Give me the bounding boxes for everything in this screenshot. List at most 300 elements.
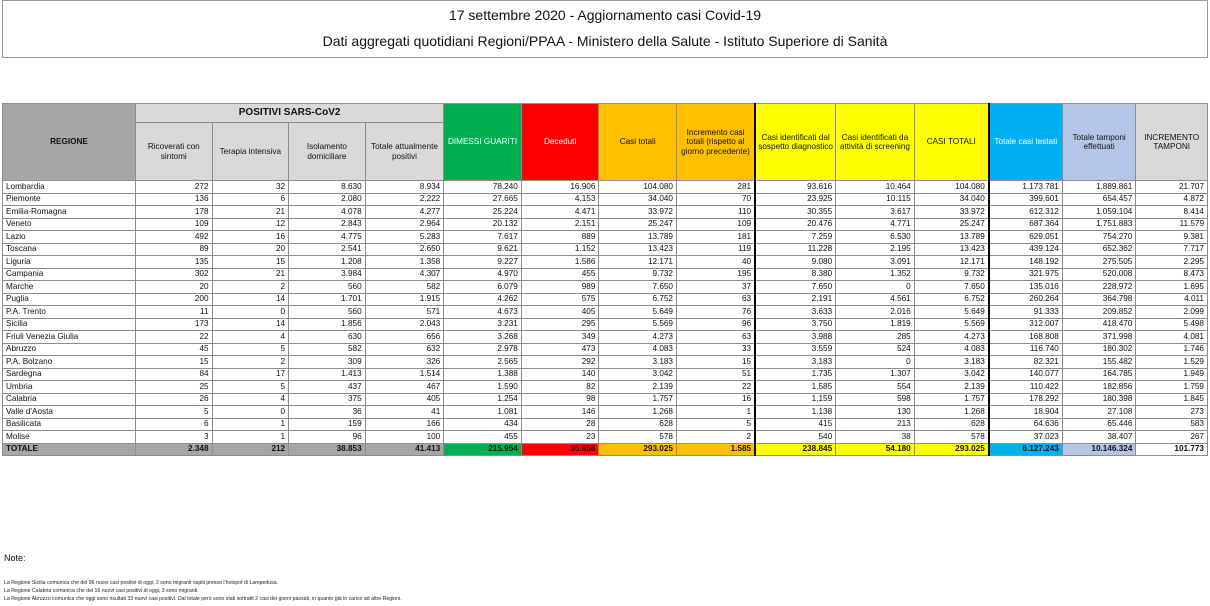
table-row [3,193,1208,206]
cell-casi-sospetto: 8.380 [755,268,836,281]
cell-casi-sospetto: 93.616 [755,181,836,194]
cell-regione: Emilia-Romagna [3,206,136,219]
cell-isolamento: 582 [289,343,366,356]
cell-isolamento: 2.843 [289,218,366,231]
cell-ricoverati: 173 [135,318,212,331]
table-row [3,181,1208,194]
cell-dimessi-guariti: 4.673 [444,306,522,319]
cell-totale-positivi: 5.283 [365,231,444,244]
note-line: La Regione Sicilia comunica che dei 96 nuovi casi positivi di oggi, 2 sono migranti ospiti presso l'hotspot di Lampedusa. [4,580,279,586]
cell-totale-positivi: 2.650 [365,243,444,256]
cell-incremento-tamponi: 583 [1136,418,1208,431]
cell-deceduti: 28 [521,418,599,431]
cell-isolamento: 159 [289,418,366,431]
cell-dimessi-guariti: 6.079 [444,281,522,294]
cell-regione: Lombardia [3,181,136,194]
cell-incremento-casi: 5 [676,418,755,431]
col-header-casi-totali-2: CASI TOTALI [914,104,989,181]
cell-casi-sospetto: 9.080 [755,256,836,269]
cell-terapia-intensiva: 17 [212,368,289,381]
cell-regione: Sicilia [3,318,136,331]
cell-deceduti: 295 [521,318,599,331]
cell-incremento-tamponi: 1.845 [1136,393,1208,406]
cell-casi-sospetto: 2.191 [755,293,836,306]
cell-dimessi-guariti: 434 [444,418,522,431]
cell-casi-sospetto: 3.559 [755,343,836,356]
cell-casi-testati: 312.007 [989,318,1063,331]
cell-casi-testati: 135.016 [989,281,1063,294]
cell-regione: Basilicata [3,418,136,431]
cell-regione: Veneto [3,218,136,231]
cell-tamponi: 155.482 [1062,356,1136,369]
cell-incremento-tamponi: 8.473 [1136,268,1208,281]
col-header-totale-tamponi: Totale tamponi effettuati [1062,104,1136,181]
cell-deceduti: 575 [521,293,599,306]
cell-totale-positivi: 1.358 [365,256,444,269]
cell-incremento-casi: 37 [676,281,755,294]
col-header-dimessi-guariti: DIMESSI GUARITI [444,104,522,181]
cell-terapia-intensiva: 20 [212,243,289,256]
cell-casi-testati: 439.124 [989,243,1063,256]
table-row [3,393,1208,406]
cell-terapia-intensiva: 5 [212,381,289,394]
cell-casi-screening: 2.195 [836,243,915,256]
cell-casi-totali: 33.972 [599,206,677,219]
cell-isolamento: 560 [289,281,366,294]
cell-casi-totali: 5.569 [599,318,677,331]
col-header-terapia-intensiva: Terapia intensiva [212,123,289,181]
cell-casi-totali-2: 13.789 [914,231,989,244]
table-row [3,281,1208,294]
cell-isolamento: 96 [289,431,366,444]
table-row [3,293,1208,306]
cell-ricoverati: 178 [135,206,212,219]
cell-isolamento: 2.080 [289,193,366,206]
cell-casi-totali: 104.080 [599,181,677,194]
cell-casi-totali: 1.268 [599,406,677,419]
cell-dimessi-guariti: 78.240 [444,181,522,194]
cell-deceduti: 140 [521,368,599,381]
cell-totale-positivi: 2.043 [365,318,444,331]
cell-casi-totali: 1.757 [599,393,677,406]
cell-incremento-tamponi: 8.414 [1136,206,1208,219]
cell-incremento-tamponi: 4.081 [1136,331,1208,344]
cell-terapia-intensiva: 6 [212,193,289,206]
cell-regione: Umbria [3,381,136,394]
cell-casi-screening: 130 [836,406,915,419]
cell-casi-screening: 524 [836,343,915,356]
cell-totale-positivi: 632 [365,343,444,356]
cell-casi-totali: 34.040 [599,193,677,206]
cell-dimessi-guariti: 1.388 [444,368,522,381]
cell-casi-testati: 321.975 [989,268,1063,281]
cell-dimessi-guariti: 1.254 [444,393,522,406]
cell-dimessi-guariti: 4.970 [444,268,522,281]
table-row [3,206,1208,219]
total-cell-casi-totali: 293.025 [599,443,677,456]
col-header-deceduti: Deceduti [521,104,599,181]
cell-isolamento: 630 [289,331,366,344]
col-header-totale-positivi: Totale attualmente positivi [365,123,444,181]
cell-tamponi: 418.470 [1062,318,1136,331]
cell-terapia-intensiva: 32 [212,181,289,194]
cell-incremento-tamponi: 1.695 [1136,281,1208,294]
cell-isolamento: 4.775 [289,231,366,244]
cell-casi-sospetto: 20.476 [755,218,836,231]
cell-casi-screening: 554 [836,381,915,394]
cell-incremento-casi: 63 [676,293,755,306]
cell-casi-testati: 260.264 [989,293,1063,306]
cell-casi-testati: 64.636 [989,418,1063,431]
cell-dimessi-guariti: 9.621 [444,243,522,256]
cell-isolamento: 4.078 [289,206,366,219]
cell-ricoverati: 5 [135,406,212,419]
cell-deceduti: 82 [521,381,599,394]
cell-tamponi: 1.889.861 [1062,181,1136,194]
cell-isolamento: 8.630 [289,181,366,194]
cell-casi-screening: 3.091 [836,256,915,269]
cell-totale-positivi: 571 [365,306,444,319]
cell-tamponi: 520.008 [1062,268,1136,281]
cell-regione: Calabria [3,393,136,406]
cell-casi-screening: 0 [836,356,915,369]
cell-totale-positivi: 166 [365,418,444,431]
cell-casi-sospetto: 415 [755,418,836,431]
cell-totale-positivi: 326 [365,356,444,369]
cell-regione: Abruzzo [3,343,136,356]
cell-deceduti: 405 [521,306,599,319]
cell-casi-testati: 178.292 [989,393,1063,406]
cell-terapia-intensiva: 12 [212,218,289,231]
cell-casi-screening: 6.530 [836,231,915,244]
cell-regione: P.A. Bolzano [3,356,136,369]
cell-incremento-casi: 22 [676,381,755,394]
cell-casi-totali-2: 12.171 [914,256,989,269]
cell-casi-screening: 0 [836,281,915,294]
total-cell-casi-screening: 54.180 [836,443,915,456]
cell-casi-testati: 612.312 [989,206,1063,219]
cell-terapia-intensiva: 21 [212,206,289,219]
cell-casi-totali: 578 [599,431,677,444]
cell-terapia-intensiva: 21 [212,268,289,281]
cell-ricoverati: 109 [135,218,212,231]
cell-isolamento: 375 [289,393,366,406]
table-row [3,343,1208,356]
col-header-incremento-casi: Incremento casi totali (rispetto al giorno precedente) [676,104,755,181]
cell-totale-positivi: 2.222 [365,193,444,206]
cell-dimessi-guariti: 2.565 [444,356,522,369]
cell-ricoverati: 200 [135,293,212,306]
total-cell-deceduti: 35.658 [521,443,599,456]
cell-casi-screening: 4.771 [836,218,915,231]
total-cell-totale-positivi: 41.413 [365,443,444,456]
cell-ricoverati: 272 [135,181,212,194]
cell-ricoverati: 45 [135,343,212,356]
cell-terapia-intensiva: 4 [212,393,289,406]
cell-terapia-intensiva: 1 [212,418,289,431]
cell-ricoverati: 26 [135,393,212,406]
cell-tamponi: 371.998 [1062,331,1136,344]
total-cell-casi-testati: 6.127.243 [989,443,1063,456]
cell-ricoverati: 15 [135,356,212,369]
group-header-positivi: POSITIVI SARS-CoV2 [135,104,443,123]
table-body [3,181,1208,456]
cell-dimessi-guariti: 4.262 [444,293,522,306]
cell-casi-totali-2: 3.042 [914,368,989,381]
cell-deceduti: 455 [521,268,599,281]
cell-deceduti: 4.471 [521,206,599,219]
cell-deceduti: 23 [521,431,599,444]
cell-casi-testati: 82.321 [989,356,1063,369]
cell-casi-screening: 4.561 [836,293,915,306]
cell-incremento-casi: 109 [676,218,755,231]
note-line: La Regione Abruzzo comunica che oggi sono risultati 33 nuovi casi positivi. Dal totale però sono stati sottratti 2 casi dei giorni passati, in quanto già in carico ad altre Regioni. [4,596,402,602]
cell-terapia-intensiva: 2 [212,281,289,294]
cell-casi-totali-2: 5.649 [914,306,989,319]
cell-incremento-casi: 119 [676,243,755,256]
cell-deceduti: 1.152 [521,243,599,256]
table-row [3,406,1208,419]
cell-casi-totali: 5.649 [599,306,677,319]
note-line: La Regione Calabria comunica che dei 16 nuovi casi positivi di oggi, 3 sono migranti. [4,588,199,594]
cell-incremento-casi: 96 [676,318,755,331]
cell-casi-testati: 116.740 [989,343,1063,356]
cell-regione: Friuli Venezia Giulia [3,331,136,344]
cell-terapia-intensiva: 0 [212,306,289,319]
table-row [3,218,1208,231]
total-cell-ricoverati: 2.348 [135,443,212,456]
cell-casi-totali-2: 5.569 [914,318,989,331]
cell-casi-sospetto: 7.650 [755,281,836,294]
cell-casi-totali-2: 33.972 [914,206,989,219]
cell-isolamento: 2.541 [289,243,366,256]
cell-incremento-casi: 1 [676,406,755,419]
cell-tamponi: 182.856 [1062,381,1136,394]
cell-isolamento: 560 [289,306,366,319]
cell-casi-totali-2: 4.273 [914,331,989,344]
cell-casi-testati: 140.077 [989,368,1063,381]
cell-casi-totali: 13.423 [599,243,677,256]
cell-incremento-casi: 2 [676,431,755,444]
cell-incremento-casi: 110 [676,206,755,219]
cell-incremento-tamponi: 21.707 [1136,181,1208,194]
cell-totale-positivi: 4.277 [365,206,444,219]
cell-dimessi-guariti: 3.268 [444,331,522,344]
cell-regione: Sardegna [3,368,136,381]
notes-section [4,553,1204,603]
cell-dimessi-guariti: 2.978 [444,343,522,356]
cell-incremento-tamponi: 2.099 [1136,306,1208,319]
col-header-isolamento: Isolamento domiciliare [289,123,366,181]
cell-incremento-tamponi: 4.011 [1136,293,1208,306]
cell-terapia-intensiva: 2 [212,356,289,369]
cell-regione: Marche [3,281,136,294]
cell-casi-testati: 110.422 [989,381,1063,394]
cell-casi-sospetto: 1.585 [755,381,836,394]
cell-deceduti: 146 [521,406,599,419]
cell-dimessi-guariti: 9.227 [444,256,522,269]
total-cell-isolamento: 38.853 [289,443,366,456]
cell-tamponi: 754.270 [1062,231,1136,244]
cell-ricoverati: 492 [135,231,212,244]
table-row [3,306,1208,319]
total-row [3,443,1208,456]
cell-regione: Piemonte [3,193,136,206]
total-cell-regione: TOTALE [3,443,136,456]
cell-casi-totali-2: 1.268 [914,406,989,419]
cell-totale-positivi: 2.964 [365,218,444,231]
cell-casi-screening: 598 [836,393,915,406]
cell-casi-totali-2: 6.752 [914,293,989,306]
report-title-box [2,0,1208,58]
total-cell-terapia-intensiva: 212 [212,443,289,456]
report-subtitle: Dati aggregati quotidiani Regioni/PPAA - Ministero della Salute - Istituto Superiore di Sanità [322,33,888,49]
cell-casi-totali-2: 2.139 [914,381,989,394]
cell-incremento-tamponi: 4.872 [1136,193,1208,206]
cell-terapia-intensiva: 4 [212,331,289,344]
col-header-casi-sospetto-diagnostico: Casi identificati dal sospetto diagnostico [755,104,836,181]
cell-dimessi-guariti: 27.665 [444,193,522,206]
cell-tamponi: 180.398 [1062,393,1136,406]
cell-casi-sospetto: 3.750 [755,318,836,331]
cell-incremento-tamponi: 11.579 [1136,218,1208,231]
col-header-ricoverati: Ricoverati con sintomi [135,123,212,181]
col-header-regione: REGIONE [3,104,136,181]
cell-regione: Puglia [3,293,136,306]
cell-ricoverati: 89 [135,243,212,256]
cell-incremento-tamponi: 1.759 [1136,381,1208,394]
cell-tamponi: 65.446 [1062,418,1136,431]
covid-data-table [2,103,1208,456]
cell-ricoverati: 22 [135,331,212,344]
cell-casi-totali-2: 1.757 [914,393,989,406]
cell-totale-positivi: 4.307 [365,268,444,281]
cell-tamponi: 275.505 [1062,256,1136,269]
cell-ricoverati: 6 [135,418,212,431]
cell-dimessi-guariti: 25.224 [444,206,522,219]
table-row [3,356,1208,369]
cell-incremento-casi: 195 [676,268,755,281]
cell-totale-positivi: 582 [365,281,444,294]
cell-incremento-tamponi: 1.529 [1136,356,1208,369]
cell-casi-sospetto: 1.138 [755,406,836,419]
table-row [3,381,1208,394]
col-header-incremento-tamponi: INCREMENTO TAMPONI [1136,104,1208,181]
cell-casi-sospetto: 11.228 [755,243,836,256]
cell-deceduti: 2.151 [521,218,599,231]
cell-casi-testati: 687.364 [989,218,1063,231]
cell-incremento-casi: 76 [676,306,755,319]
cell-regione: Liguria [3,256,136,269]
cell-casi-totali-2: 34.040 [914,193,989,206]
cell-tamponi: 654.457 [1062,193,1136,206]
cell-tamponi: 164.785 [1062,368,1136,381]
cell-casi-totali: 3.042 [599,368,677,381]
cell-deceduti: 98 [521,393,599,406]
cell-incremento-casi: 16 [676,393,755,406]
table-row [3,331,1208,344]
cell-ricoverati: 84 [135,368,212,381]
cell-ricoverati: 3 [135,431,212,444]
cell-casi-totali: 4.083 [599,343,677,356]
cell-incremento-casi: 15 [676,356,755,369]
table-row [3,418,1208,431]
notes-title: Note: [4,553,26,563]
cell-deceduti: 889 [521,231,599,244]
cell-casi-sospetto: 1.159 [755,393,836,406]
cell-casi-totali: 2.139 [599,381,677,394]
cell-casi-screening: 1.352 [836,268,915,281]
cell-regione: Lazio [3,231,136,244]
cell-isolamento: 36 [289,406,366,419]
cell-casi-totali: 6.752 [599,293,677,306]
cell-isolamento: 1.413 [289,368,366,381]
cell-casi-sospetto: 3.988 [755,331,836,344]
cell-incremento-tamponi: 7.717 [1136,243,1208,256]
cell-dimessi-guariti: 20.132 [444,218,522,231]
total-cell-dimessi-guariti: 215.954 [444,443,522,456]
cell-incremento-casi: 33 [676,343,755,356]
cell-casi-sospetto: 3.633 [755,306,836,319]
cell-incremento-casi: 70 [676,193,755,206]
cell-tamponi: 228.972 [1062,281,1136,294]
total-cell-incremento-tamponi: 101.773 [1136,443,1208,456]
cell-dimessi-guariti: 455 [444,431,522,444]
cell-casi-totali-2: 25.247 [914,218,989,231]
cell-incremento-tamponi: 1.949 [1136,368,1208,381]
table-row [3,318,1208,331]
col-header-casi-screening: Casi identificati da attività di screening [836,104,915,181]
cell-isolamento: 1.701 [289,293,366,306]
cell-totale-positivi: 41 [365,406,444,419]
cell-casi-testati: 168.808 [989,331,1063,344]
cell-casi-totali-2: 3.183 [914,356,989,369]
cell-tamponi: 180.302 [1062,343,1136,356]
cell-ricoverati: 135 [135,256,212,269]
total-cell-incremento-casi: 1.585 [676,443,755,456]
cell-casi-totali-2: 9.732 [914,268,989,281]
col-header-casi-totali: Casi totali [599,104,677,181]
cell-casi-totali: 9.732 [599,268,677,281]
cell-tamponi: 27.108 [1062,406,1136,419]
cell-casi-screening: 3.617 [836,206,915,219]
cell-casi-totali-2: 13.423 [914,243,989,256]
cell-dimessi-guariti: 1.081 [444,406,522,419]
cell-isolamento: 437 [289,381,366,394]
cell-incremento-tamponi: 273 [1136,406,1208,419]
cell-casi-totali-2: 104.080 [914,181,989,194]
cell-ricoverati: 11 [135,306,212,319]
cell-isolamento: 1.208 [289,256,366,269]
report-title: 17 settembre 2020 - Aggiornamento casi Covid-19 [448,7,762,23]
total-cell-casi-sospetto: 238.845 [755,443,836,456]
cell-casi-totali: 4.273 [599,331,677,344]
cell-totale-positivi: 8.934 [365,181,444,194]
table-row [3,431,1208,444]
cell-casi-testati: 399.601 [989,193,1063,206]
cell-incremento-tamponi: 1.746 [1136,343,1208,356]
cell-deceduti: 473 [521,343,599,356]
cell-incremento-casi: 51 [676,368,755,381]
cell-dimessi-guariti: 1.590 [444,381,522,394]
cell-casi-screening: 1.819 [836,318,915,331]
cell-casi-sospetto: 7.259 [755,231,836,244]
cell-totale-positivi: 467 [365,381,444,394]
cell-ricoverati: 20 [135,281,212,294]
cell-terapia-intensiva: 5 [212,343,289,356]
cell-casi-sospetto: 1.735 [755,368,836,381]
cell-regione: P.A. Trento [3,306,136,319]
